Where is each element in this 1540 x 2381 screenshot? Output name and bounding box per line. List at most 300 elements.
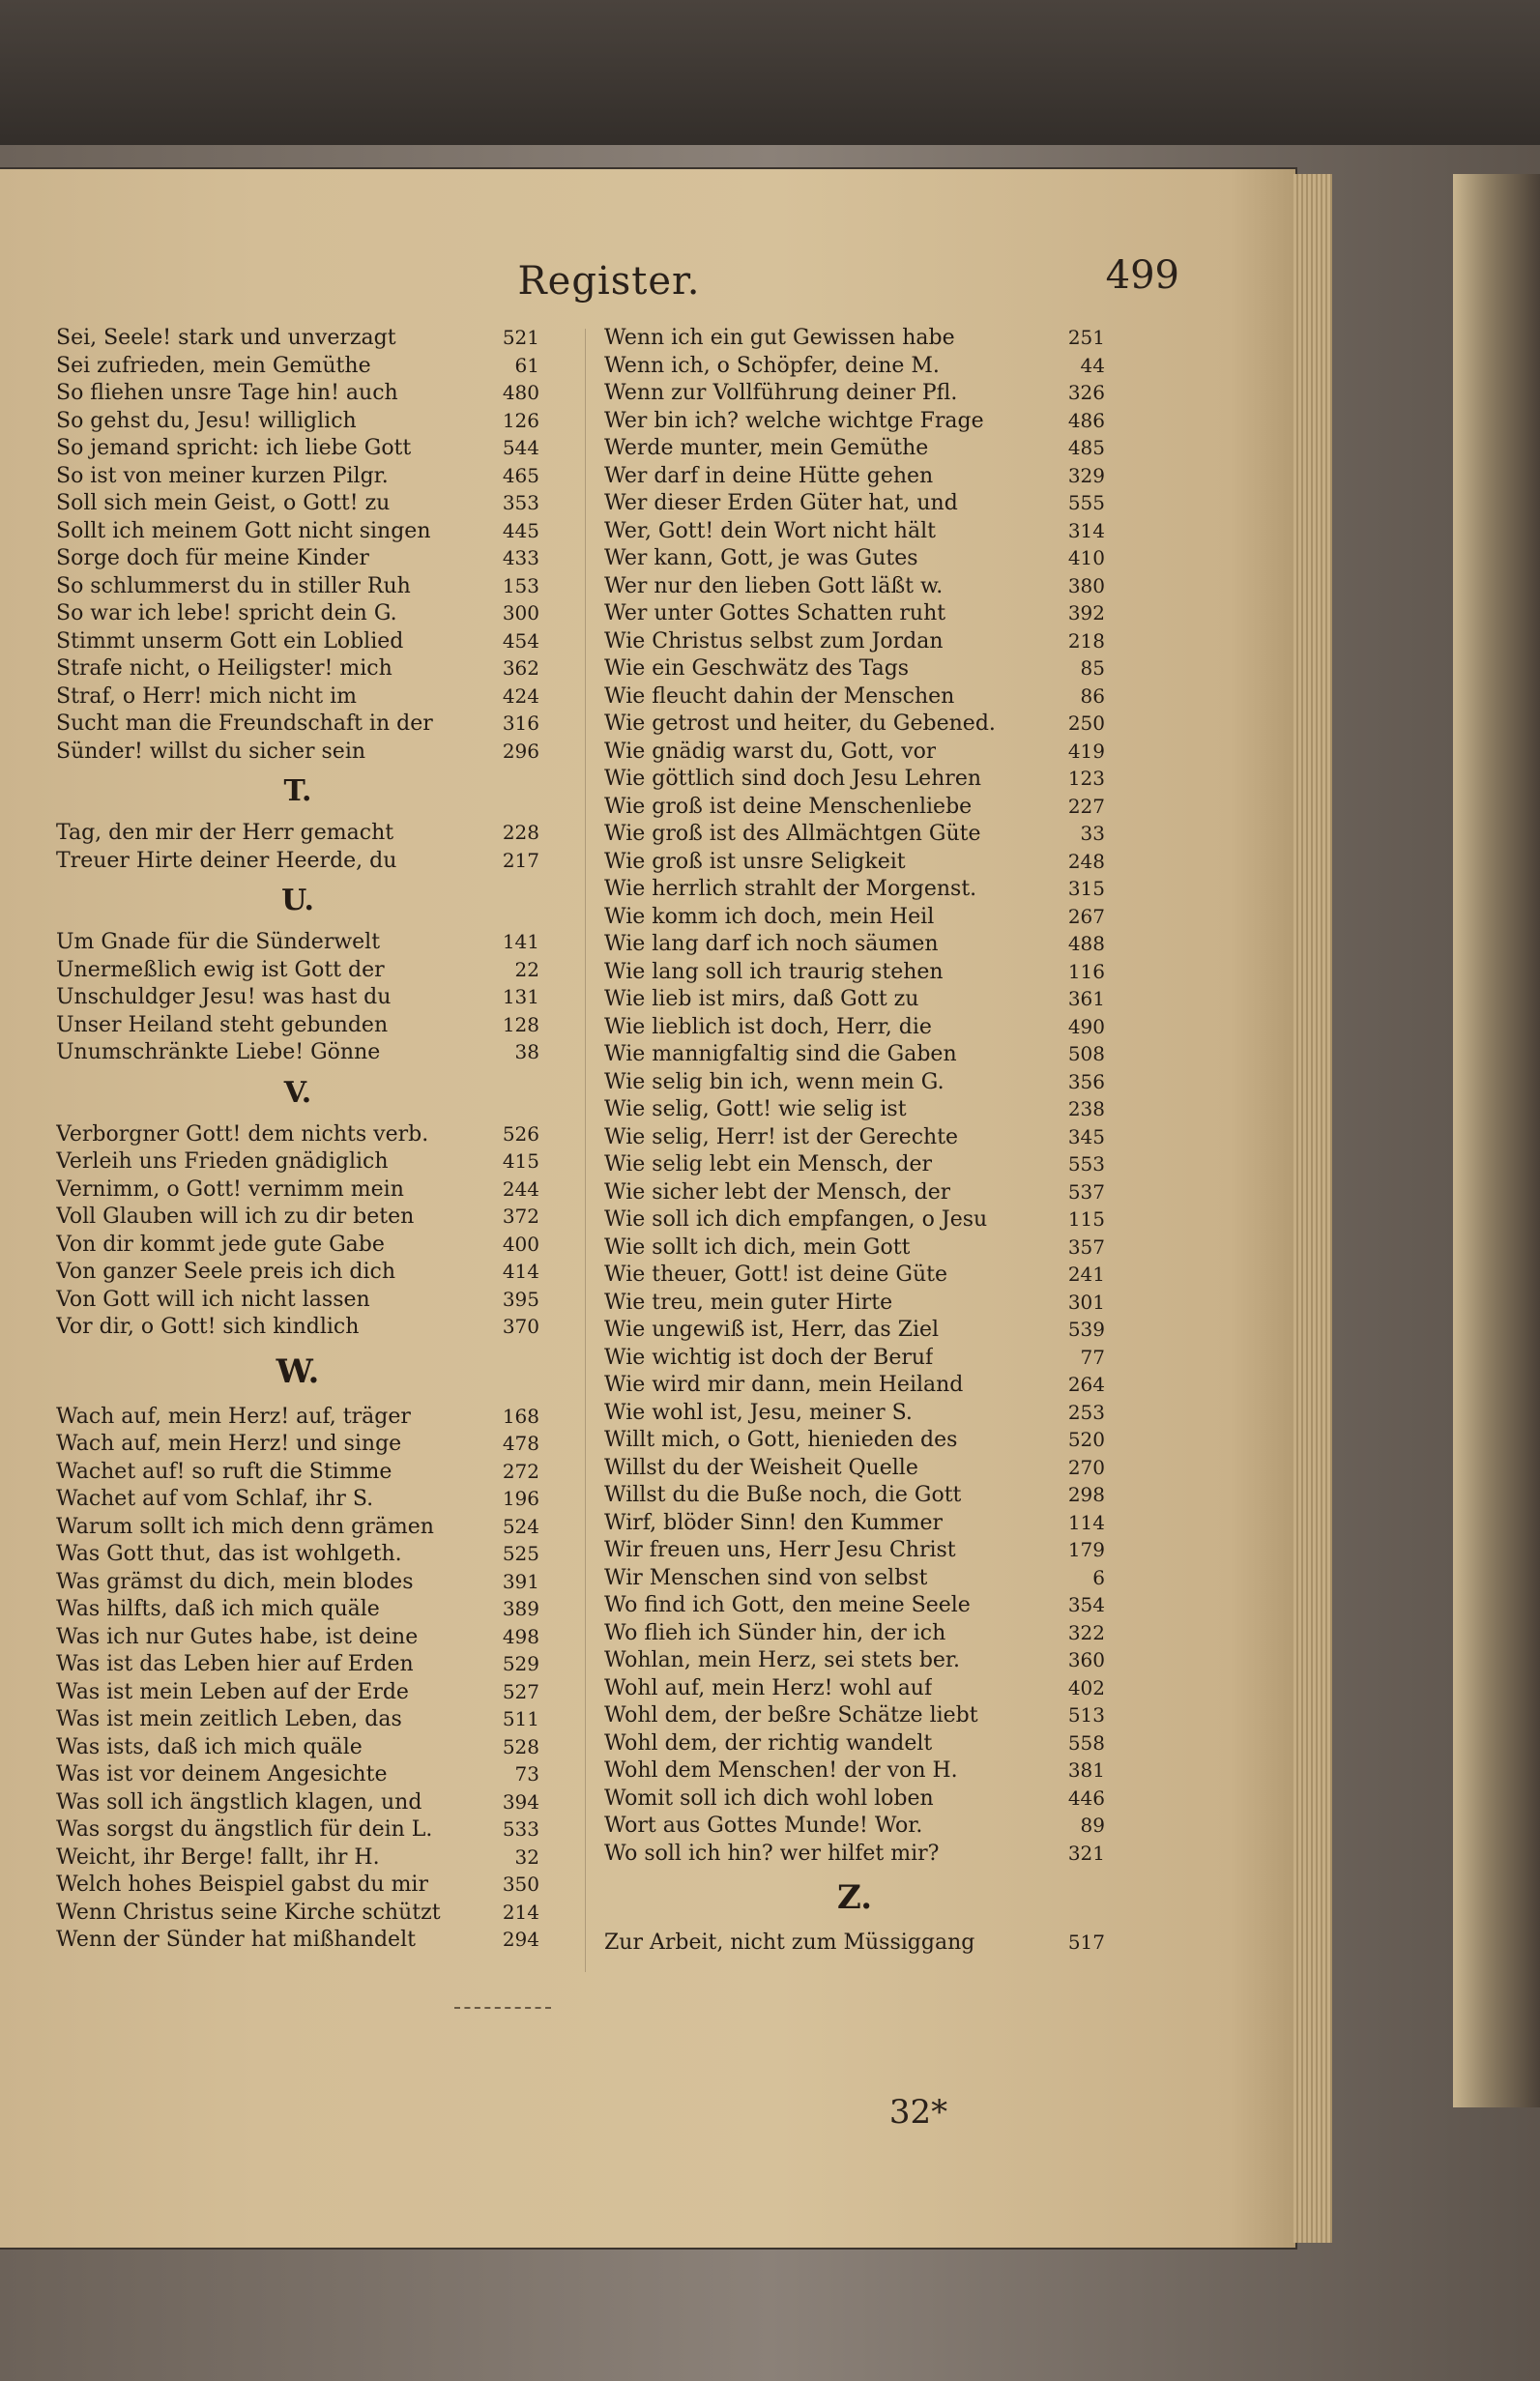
index-entry <box>56 1871 539 1899</box>
index-entry <box>604 1509 1105 1537</box>
section-letter-w: W. <box>276 1351 320 1391</box>
entry-text: Sei, Seele! stark und unverzagt <box>56 326 396 350</box>
entry-page-number: 44 <box>1080 353 1105 377</box>
index-entry <box>56 1430 539 1458</box>
entry-text: Wenn ich ein gut Gewissen habe <box>604 326 955 350</box>
entry-page-number: 270 <box>1067 1455 1105 1479</box>
entry-page-number: 123 <box>1067 767 1105 790</box>
background-top <box>0 0 1540 145</box>
entry-text: Wie fleucht dahin der Menschen <box>604 683 955 709</box>
entry-page-number: 454 <box>502 628 539 653</box>
index-entry <box>56 1231 539 1259</box>
entry-page-number: 356 <box>1067 1069 1105 1093</box>
index-entry <box>604 1261 1105 1289</box>
index-entry <box>56 1458 539 1486</box>
page-edges <box>1293 174 1332 2243</box>
entry-text: Wohl auf, mein Herz! wohl auf <box>604 1675 933 1700</box>
index-entry <box>604 985 1105 1013</box>
index-entry <box>604 654 1105 682</box>
entry-text: Wie lieblich ist doch, Herr, die <box>604 1014 932 1039</box>
entry-page-number: 498 <box>502 1624 539 1648</box>
entry-text: Sucht man die Freundschaft in der <box>56 711 433 736</box>
entry-page-number: 424 <box>502 683 539 708</box>
index-entry <box>56 1705 539 1733</box>
entry-page-number: 241 <box>1067 1263 1105 1286</box>
index-entry <box>604 1095 1105 1123</box>
index-entry <box>56 682 539 711</box>
entry-text: Straf, o Herr! mich nicht im <box>56 683 358 709</box>
index-entry <box>604 930 1105 958</box>
index-entry <box>56 1760 539 1788</box>
entry-text: So jemand spricht: ich liebe Gott <box>56 436 412 460</box>
entry-text: Wie groß ist unsre Seligkeit <box>604 849 906 874</box>
entry-text: Wie ein Geschwätz des Tags <box>604 656 910 681</box>
index-entry <box>604 1040 1105 1068</box>
entry-page-number: 38 <box>514 1040 539 1063</box>
entry-text: Was ists, daß ich mich quäle <box>56 1734 363 1759</box>
entry-text: Was ist das Leben hier auf Erden <box>56 1652 414 1676</box>
entry-page-number: 179 <box>1067 1538 1105 1561</box>
entry-page-number: 465 <box>502 463 539 487</box>
entry-page-number: 419 <box>1067 739 1105 763</box>
index-entry <box>604 1619 1105 1647</box>
entry-text: Was ich nur Gutes habe, ist deine <box>56 1624 419 1649</box>
entry-page-number: 214 <box>502 1900 539 1924</box>
entry-page-number: 517 <box>1067 1931 1105 1954</box>
entry-page-number: 533 <box>502 1817 539 1841</box>
entry-text: Wer nur den lieben Gott läßt w. <box>604 573 944 598</box>
section-letter-z: Z. <box>836 1878 873 1917</box>
index-entry <box>604 765 1105 793</box>
entry-text: Wohl dem, der beßre Schätze liebt <box>604 1703 978 1728</box>
entry-text: Wo flieh ich Sünder hin, der ich <box>604 1620 946 1645</box>
entry-text: Weicht, ihr Berge! fallt, ihr H. <box>56 1844 380 1870</box>
left-column <box>56 324 539 1954</box>
entry-text: Sollt ich meinem Gott nicht singen <box>56 518 431 543</box>
entry-text: Wenn Christus seine Kirche schützt <box>56 1900 441 1925</box>
index-entry <box>56 434 539 462</box>
entries-u <box>56 928 539 1066</box>
entry-page-number: 537 <box>1067 1179 1105 1204</box>
index-entry <box>56 1926 539 1954</box>
entry-page-number: 326 <box>1067 381 1105 404</box>
signature-mark: 32* <box>888 2093 948 2132</box>
entry-page-number: 539 <box>1067 1318 1105 1341</box>
entry-text: Willst du der Weisheit Quelle <box>604 1455 918 1480</box>
index-entry <box>604 1399 1105 1427</box>
entry-page-number: 168 <box>502 1404 539 1428</box>
entry-text: Was ist mein zeitlich Leben, das <box>56 1707 402 1731</box>
entry-page-number: 315 <box>1067 877 1105 900</box>
entry-text: Wie ungewiß ist, Herr, das Ziel <box>604 1318 940 1342</box>
index-entry <box>604 599 1105 627</box>
entry-text: Wach auf, mein Herz! auf, träger <box>56 1404 411 1429</box>
index-entry <box>56 983 539 1011</box>
entry-text: Wie göttlich sind doch Jesu Lehren <box>604 767 982 791</box>
section-letter-u: U. <box>281 884 314 917</box>
index-entry <box>56 1313 539 1341</box>
index-entry <box>56 1147 539 1176</box>
entry-page-number: 521 <box>502 326 539 349</box>
index-entry <box>604 820 1105 848</box>
entries-z <box>604 1929 1105 1957</box>
index-entry <box>604 1289 1105 1317</box>
entry-page-number: 86 <box>1080 683 1105 708</box>
index-entry <box>604 627 1105 655</box>
index-entry <box>56 1258 539 1286</box>
entry-page-number: 73 <box>514 1762 539 1786</box>
entry-text: Womit soll ich dich wohl loben <box>604 1786 934 1811</box>
index-entry <box>56 1540 539 1568</box>
entry-page-number: 301 <box>1067 1290 1105 1314</box>
entry-page-number: 300 <box>502 601 539 624</box>
entries-w <box>56 1403 539 1954</box>
entry-text: Wie treu, mein guter Hirte <box>604 1290 893 1315</box>
entry-page-number: 244 <box>502 1176 539 1201</box>
entry-page-number: 527 <box>502 1679 539 1703</box>
entry-page-number: 272 <box>502 1459 539 1483</box>
entry-text: Wie sollt ich dich, mein Gott <box>604 1234 911 1260</box>
index-entry <box>604 1591 1105 1619</box>
index-entry <box>56 572 539 600</box>
index-entry <box>604 1371 1105 1399</box>
entry-page-number: 511 <box>502 1707 539 1730</box>
entry-text: Wie selig bin ich, wenn mein G. <box>604 1069 944 1094</box>
entry-text: Verborgner Gott! dem nichts verb. <box>56 1121 429 1147</box>
index-entry <box>604 848 1105 876</box>
entry-text: Willst du die Buße noch, die Gott <box>604 1483 962 1507</box>
index-entry <box>604 1929 1105 1957</box>
index-entry <box>56 1038 539 1066</box>
index-entry <box>604 1234 1105 1262</box>
index-entry <box>604 1701 1105 1729</box>
index-entry <box>604 1646 1105 1674</box>
entry-page-number: 555 <box>1067 491 1105 514</box>
entry-text: Wohl dem, der richtig wandelt <box>604 1730 933 1756</box>
entry-text: Wie lang soll ich traurig stehen <box>604 959 944 984</box>
index-entry <box>56 544 539 572</box>
entry-page-number: 264 <box>1067 1373 1105 1396</box>
entry-page-number: 248 <box>1067 849 1105 873</box>
index-entry <box>56 627 539 655</box>
entry-text: So fliehen unsre Tage hin! auch <box>56 381 398 405</box>
index-entry <box>56 1568 539 1596</box>
index-entry <box>604 1426 1105 1454</box>
index-entry <box>604 1674 1105 1702</box>
entry-text: Wachet auf vom Schlaf, ihr S. <box>56 1487 374 1511</box>
index-entry <box>56 352 539 380</box>
index-entry <box>604 1316 1105 1344</box>
entries-t <box>56 819 539 874</box>
entry-page-number: 33 <box>1080 822 1105 845</box>
index-entry <box>604 1481 1105 1509</box>
entry-text: Wie mannigfaltig sind die Gaben <box>604 1042 957 1066</box>
entry-text: Wenn zur Vollführung deiner Pfl. <box>604 381 958 405</box>
entry-page-number: 238 <box>1067 1097 1105 1120</box>
index-entry <box>604 572 1105 600</box>
entry-page-number: 267 <box>1067 904 1105 928</box>
entry-page-number: 115 <box>1067 1207 1105 1231</box>
index-entry <box>604 903 1105 931</box>
entry-text: Unumschränkte Liebe! Gönne <box>56 1040 381 1064</box>
index-entry <box>56 1733 539 1761</box>
entry-page-number: 395 <box>502 1287 539 1311</box>
entry-text: Wer unter Gottes Schatten ruht <box>604 601 946 625</box>
index-entry <box>604 1564 1105 1592</box>
entry-text: Wenn ich, o Schöpfer, deine M. <box>604 353 940 378</box>
entry-text: Wer darf in deine Hütte gehen <box>604 463 934 488</box>
entry-text: Sei zufrieden, mein Gemüthe <box>56 353 371 378</box>
index-entry <box>56 847 539 875</box>
entry-page-number: 478 <box>502 1432 539 1455</box>
index-entry <box>604 958 1105 986</box>
entry-text: Sorge doch für meine Kinder <box>56 546 369 570</box>
entry-page-number: 153 <box>502 573 539 597</box>
entry-page-number: 392 <box>1067 601 1105 624</box>
entry-text: Unser Heiland steht gebunden <box>56 1012 389 1037</box>
index-entry <box>604 324 1105 352</box>
index-entry <box>604 875 1105 903</box>
index-entry <box>604 1150 1105 1178</box>
entry-text: Wie soll ich dich empfangen, o Jesu <box>604 1207 988 1232</box>
entry-page-number: 77 <box>1080 1345 1105 1369</box>
entry-page-number: 446 <box>1067 1786 1105 1810</box>
entry-page-number: 357 <box>1067 1234 1105 1259</box>
index-entry <box>604 1123 1105 1151</box>
entry-text: Was grämst du dich, mein blodes <box>56 1569 414 1594</box>
index-entry <box>56 1623 539 1651</box>
entry-text: Wie selig lebt ein Mensch, der <box>604 1152 933 1176</box>
entry-page-number: 296 <box>502 739 539 763</box>
entry-page-number: 350 <box>502 1873 539 1896</box>
entry-page-number: 370 <box>502 1315 539 1338</box>
entry-text: Was Gott thut, das ist wohlgeth. <box>56 1542 402 1566</box>
entries-w-continued <box>604 324 1105 1867</box>
index-entry <box>56 1650 539 1678</box>
entry-text: Willt mich, o Gott, hienieden des <box>604 1428 958 1452</box>
entry-page-number: 6 <box>1092 1565 1105 1589</box>
index-entry <box>604 1454 1105 1482</box>
entry-page-number: 85 <box>1080 656 1105 680</box>
index-entry <box>604 352 1105 380</box>
index-entry <box>56 1899 539 1927</box>
entry-text: Wie groß ist des Allmächtgen Güte <box>604 822 981 846</box>
entry-text: Wo find ich Gott, den meine Seele <box>604 1593 971 1617</box>
index-entry <box>56 1595 539 1623</box>
column-divider <box>585 329 586 1972</box>
entry-text: Wort aus Gottes Munde! Wor. <box>604 1814 923 1838</box>
entry-page-number: 128 <box>502 1012 539 1036</box>
index-entry <box>604 1757 1105 1785</box>
entry-page-number: 488 <box>1067 932 1105 955</box>
entry-text: Zur Arbeit, nicht zum Müssiggang <box>604 1931 975 1955</box>
entry-text: Warum sollt ich mich denn grämen <box>56 1514 434 1539</box>
entry-page-number: 380 <box>1067 573 1105 597</box>
entry-text: Wie komm ich doch, mein Heil <box>604 904 935 929</box>
entry-text: Von dir kommt jede gute Gabe <box>56 1232 385 1257</box>
entry-page-number: 490 <box>1067 1014 1105 1038</box>
entry-page-number: 361 <box>1067 987 1105 1010</box>
entry-text: Wie herrlich strahlt der Morgenst. <box>604 877 977 901</box>
entry-text: Wirf, blöder Sinn! den Kummer <box>604 1510 944 1535</box>
book-spine <box>1453 174 1540 2107</box>
index-entry <box>56 1203 539 1231</box>
entry-text: Was ist mein Leben auf der Erde <box>56 1679 409 1704</box>
entry-page-number: 61 <box>514 353 539 377</box>
index-entry <box>604 1785 1105 1813</box>
index-entry <box>56 1120 539 1148</box>
entry-page-number: 529 <box>502 1652 539 1675</box>
entry-page-number: 415 <box>502 1149 539 1173</box>
entry-text: Wie Christus selbst zum Jordan <box>604 628 944 653</box>
entry-text: Wie sicher lebt der Mensch, der <box>604 1179 951 1205</box>
entry-page-number: 433 <box>502 546 539 569</box>
entry-page-number: 400 <box>502 1232 539 1256</box>
entry-text: Wenn der Sünder hat mißhandelt <box>56 1928 416 1952</box>
index-entry <box>56 379 539 407</box>
entry-page-number: 528 <box>502 1734 539 1758</box>
entry-page-number: 298 <box>1067 1483 1105 1506</box>
entry-page-number: 544 <box>502 436 539 459</box>
index-entry <box>604 1205 1105 1234</box>
entry-text: Werde munter, mein Gemüthe <box>604 436 929 460</box>
entry-text: Wie wird mir dann, mein Heiland <box>604 1373 964 1397</box>
entry-text: Von ganzer Seele preis ich dich <box>56 1260 395 1284</box>
entry-text: Vernimm, o Gott! vernimm mein <box>56 1176 404 1202</box>
entry-page-number: 131 <box>502 985 539 1008</box>
entry-text: Sünder! willst du sicher sein <box>56 739 366 764</box>
entry-text: Wohl dem Menschen! der von H. <box>604 1758 958 1783</box>
entry-page-number: 116 <box>1067 959 1105 983</box>
index-entry <box>604 517 1105 545</box>
entry-page-number: 445 <box>502 518 539 542</box>
entry-text: Verleih uns Frieden gnädiglich <box>56 1149 389 1174</box>
entry-page-number: 316 <box>502 711 539 735</box>
entry-page-number: 480 <box>502 381 539 404</box>
entry-text: Wie theuer, Gott! ist deine Güte <box>604 1263 947 1287</box>
entries-v <box>56 1120 539 1341</box>
index-entry <box>56 462 539 490</box>
entry-page-number: 321 <box>1067 1841 1105 1865</box>
entry-text: Wie getrost und heiter, du Gebened. <box>604 711 996 736</box>
index-entry <box>604 682 1105 711</box>
entry-page-number: 345 <box>1067 1124 1105 1148</box>
entry-text: Vor dir, o Gott! sich kindlich <box>56 1315 360 1339</box>
index-entry <box>56 738 539 766</box>
index-entry <box>56 1788 539 1816</box>
entry-text: Wie selig, Herr! ist der Gerechte <box>604 1124 959 1149</box>
index-entry <box>56 710 539 738</box>
entry-page-number: 250 <box>1067 711 1105 735</box>
entry-text: Voll Glauben will ich zu dir beten <box>56 1205 415 1229</box>
entry-page-number: 141 <box>502 930 539 953</box>
entry-text: Wer dieser Erden Güter hat, und <box>604 491 958 515</box>
entry-page-number: 22 <box>514 957 539 981</box>
index-entry <box>56 1176 539 1204</box>
index-entry <box>56 1513 539 1541</box>
entry-page-number: 525 <box>502 1542 539 1565</box>
entry-page-number: 196 <box>502 1487 539 1510</box>
index-entry <box>56 956 539 984</box>
entry-page-number: 558 <box>1067 1730 1105 1755</box>
entry-page-number: 322 <box>1067 1620 1105 1644</box>
index-entry <box>604 1729 1105 1757</box>
index-entry <box>56 599 539 627</box>
entry-page-number: 32 <box>514 1844 539 1869</box>
entry-text: Wie wichtig ist doch der Beruf <box>604 1345 934 1370</box>
index-entry <box>56 407 539 435</box>
index-entry <box>56 1011 539 1039</box>
index-entry <box>604 738 1105 766</box>
entry-text: Tag, den mir der Herr gemacht <box>56 821 394 845</box>
index-entry <box>56 1286 539 1314</box>
entry-page-number: 524 <box>502 1514 539 1538</box>
entry-page-number: 391 <box>502 1569 539 1593</box>
entry-text: So schlummerst du in stiller Ruh <box>56 573 411 598</box>
entry-text: Wie wohl ist, Jesu, meiner S. <box>604 1400 913 1425</box>
entry-page-number: 329 <box>1067 463 1105 487</box>
index-entry <box>56 324 539 352</box>
index-entry <box>604 1178 1105 1206</box>
entry-page-number: 218 <box>1067 628 1105 653</box>
entry-page-number: 485 <box>1067 436 1105 459</box>
entry-text: Was soll ich ängstlich klagen, und <box>56 1789 422 1815</box>
index-entry <box>604 462 1105 490</box>
entry-text: Wer kann, Gott, je was Gutes <box>604 546 918 570</box>
entry-text: Unschuldger Jesu! was hast du <box>56 985 392 1009</box>
entry-page-number: 508 <box>1067 1042 1105 1065</box>
entry-text: Wie lieb ist mirs, daß Gott zu <box>604 987 919 1011</box>
entry-page-number: 227 <box>1067 794 1105 818</box>
entry-page-number: 253 <box>1067 1400 1105 1424</box>
entry-page-number: 513 <box>1067 1703 1105 1727</box>
entry-text: Strafe nicht, o Heiligster! mich <box>56 656 392 681</box>
entry-page-number: 362 <box>502 656 539 680</box>
entry-text: So war ich lebe! spricht dein G. <box>56 601 397 625</box>
index-entry <box>56 654 539 682</box>
entry-page-number: 126 <box>502 408 539 432</box>
index-entry <box>604 489 1105 517</box>
index-entry <box>56 1678 539 1706</box>
entry-text: Wie selig, Gott! wie selig ist <box>604 1097 907 1121</box>
entry-page-number: 353 <box>502 491 539 514</box>
entry-text: Wachet auf! so ruft die Stimme <box>56 1459 392 1484</box>
section-letter-v: V. <box>283 1075 312 1110</box>
entry-page-number: 217 <box>502 848 539 872</box>
entry-page-number: 360 <box>1067 1648 1105 1671</box>
index-entry <box>56 1403 539 1431</box>
index-entry <box>56 819 539 847</box>
entry-page-number: 381 <box>1067 1758 1105 1782</box>
entry-text: So ist von meiner kurzen Pilgr. <box>56 463 389 488</box>
index-entry <box>604 710 1105 738</box>
entry-text: Wir Menschen sind von selbst <box>604 1565 928 1590</box>
entry-page-number: 553 <box>1067 1152 1105 1176</box>
index-entry <box>604 1840 1105 1868</box>
entry-text: Wir freuen uns, Herr Jesu Christ <box>604 1538 956 1562</box>
index-entry <box>604 793 1105 821</box>
entry-page-number: 410 <box>1067 546 1105 569</box>
entry-text: Wohlan, mein Herz, sei stets ber. <box>604 1648 961 1672</box>
index-entry <box>604 1812 1105 1840</box>
entry-text: Welch hohes Beispiel gabst du mir <box>56 1873 428 1897</box>
index-entry <box>604 407 1105 435</box>
entry-page-number: 394 <box>502 1789 539 1814</box>
entry-page-number: 251 <box>1067 326 1105 349</box>
entry-page-number: 354 <box>1067 1593 1105 1616</box>
entry-text: Wie lang darf ich noch säumen <box>604 932 939 956</box>
index-entry <box>604 1536 1105 1564</box>
